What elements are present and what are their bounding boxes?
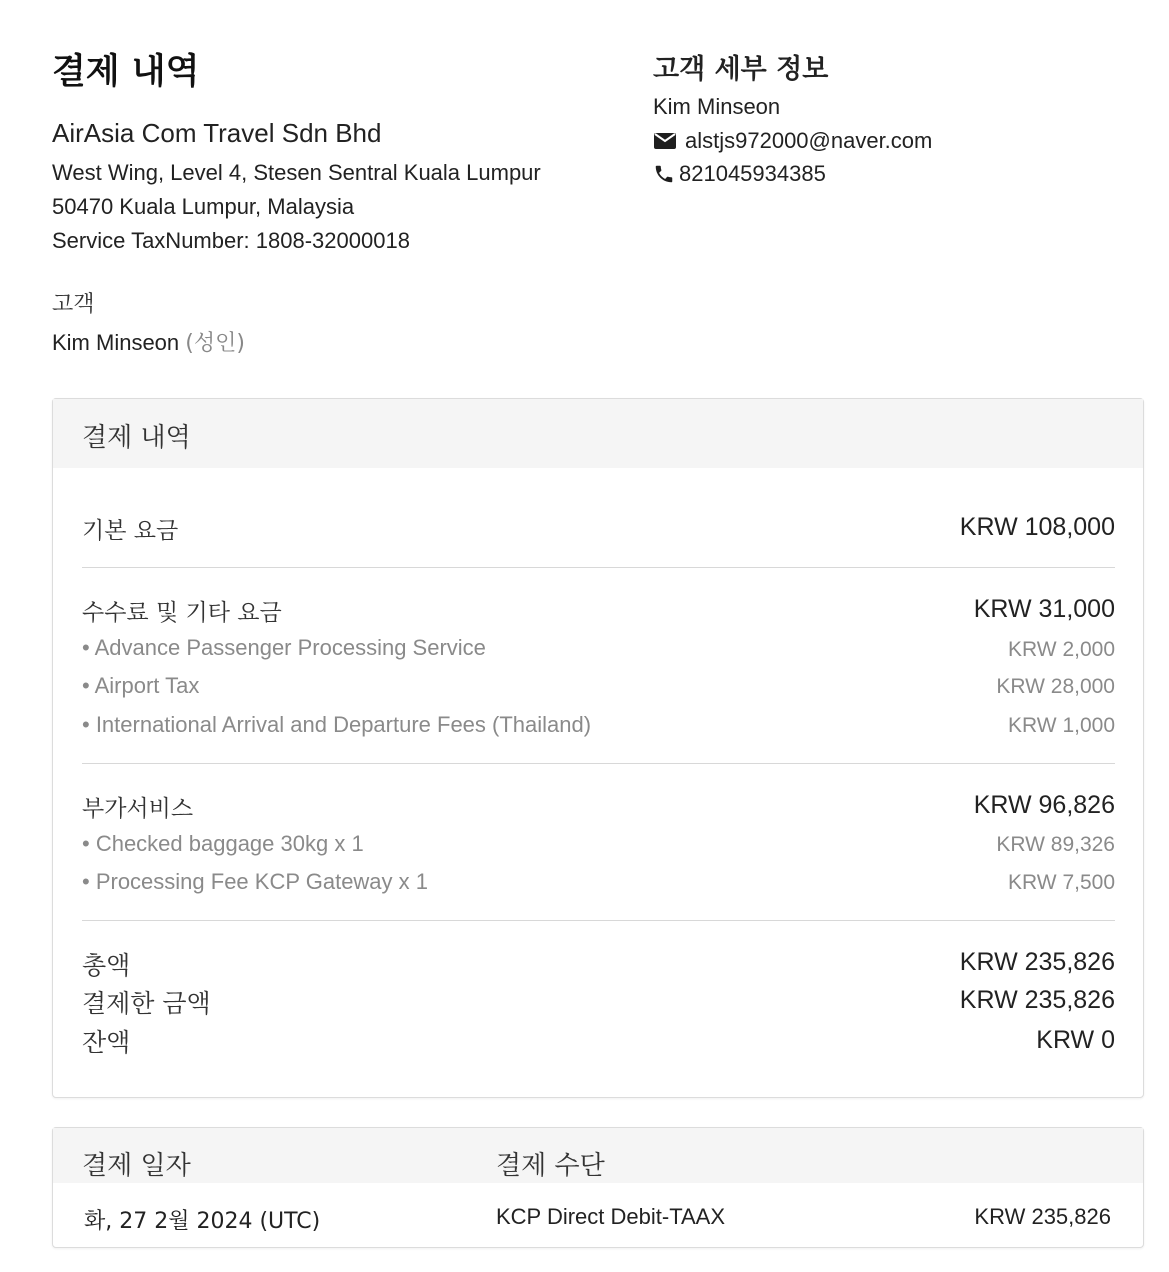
- customer-name: Kim Minseon: [52, 330, 180, 355]
- fees-label: 수수료 및 기타 요금: [82, 600, 282, 626]
- customer-name-row: [52, 326, 245, 357]
- base-fare-amount: KRW 108,000: [959, 513, 1115, 541]
- customer-phone-row: [653, 161, 826, 187]
- company-name: AirAsia Com Travel Sdn Bhd: [52, 118, 382, 148]
- paid-label: 결제한 금액: [82, 989, 211, 1018]
- payment-breakdown-panel: [52, 398, 1144, 1098]
- fee-item-amount: KRW 1,000: [1008, 714, 1115, 737]
- total-amount: KRW 235,826: [959, 948, 1115, 976]
- breakdown-title: 결제 내역: [82, 423, 191, 453]
- fee-item-label: • Advance Passenger Processing Service: [82, 635, 486, 660]
- customer-detail-title: 고객 세부 정보: [653, 54, 829, 85]
- addons-amount: KRW 96,826: [973, 791, 1115, 819]
- fee-item-amount: KRW 28,000: [996, 675, 1115, 698]
- base-fare-label: 기본 요금: [82, 518, 179, 544]
- addon-item-amount: KRW 7,500: [1008, 871, 1115, 894]
- divider: [82, 763, 1115, 764]
- company-address-line2: 50470 Kuala Lumpur, Malaysia: [52, 194, 355, 219]
- total-label: 총액: [82, 951, 131, 980]
- panel-header: [53, 1128, 1143, 1183]
- customer-type: (성인): [185, 331, 245, 356]
- payment-date-header: 결제 일자: [82, 1151, 191, 1181]
- company-address-line1: West Wing, Level 4, Stesen Sentral Kuala Lumpur: [52, 160, 541, 185]
- page-title: 결제 내역: [52, 52, 200, 92]
- payment-method: KCP Direct Debit-TAAX: [496, 1204, 726, 1229]
- payment-amount: KRW 235,826: [974, 1204, 1111, 1229]
- addon-item-label: • Checked baggage 30kg x 1: [82, 831, 364, 856]
- addon-item-amount: KRW 89,326: [996, 833, 1115, 856]
- customer-email-row: [653, 128, 932, 154]
- fee-item-label: • Airport Tax: [82, 673, 200, 698]
- customer-detail-name: Kim Minseon: [653, 94, 781, 119]
- divider: [82, 567, 1115, 568]
- paid-amount: KRW 235,826: [959, 986, 1115, 1014]
- fee-item-label: • International Arrival and Departure Fees (Thailand): [82, 712, 592, 737]
- balance-amount: KRW 0: [1036, 1026, 1115, 1054]
- customer-phone[interactable]: 821045934385: [679, 161, 826, 186]
- panel-header: [53, 399, 1143, 468]
- customer-email[interactable]: alstjs972000@naver.com: [685, 128, 933, 153]
- fees-amount: KRW 31,000: [973, 595, 1115, 623]
- addons-label: 부가서비스: [82, 796, 194, 822]
- company-tax-number: Service TaxNumber: 1808-32000018: [52, 228, 410, 253]
- envelope-icon: [653, 132, 677, 150]
- addon-item-label: • Processing Fee KCP Gateway x 1: [82, 869, 429, 894]
- payment-method-header: 결제 수단: [496, 1151, 605, 1181]
- payment-info-panel: [52, 1127, 1144, 1248]
- divider: [82, 920, 1115, 921]
- fee-item-amount: KRW 2,000: [1008, 638, 1115, 661]
- customer-label: 고객: [52, 292, 95, 317]
- phone-icon: [653, 163, 675, 185]
- balance-label: 잔액: [82, 1028, 131, 1057]
- payment-date: 화, 27 2월 2024 (UTC): [84, 1209, 321, 1234]
